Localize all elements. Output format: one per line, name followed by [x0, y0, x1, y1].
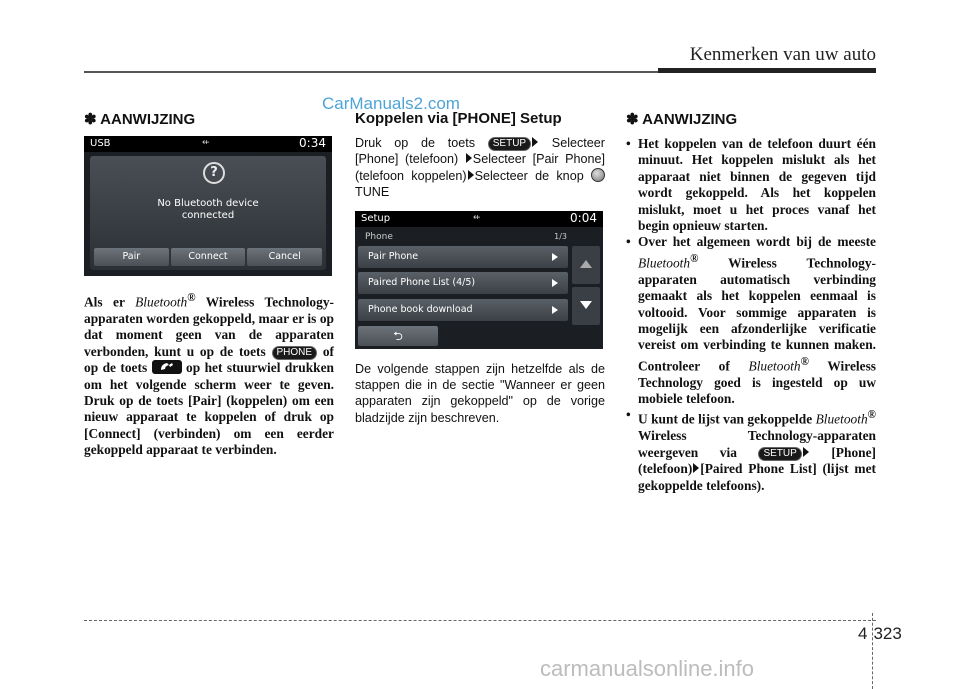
- note-paragraph: [84, 290, 334, 459]
- note-item: • Het koppelen van de telefoon duurt één minuut. Het koppelen mislukt als het apparaat niet binnen de gegeven tijd wordt gekoppeld. Als het koppelen mislukt, moet u het proces vanaf het begin opnieuw starten.: [626, 136, 876, 234]
- text-run: Selecteer [Pair Phone] (telefoon koppelen): [355, 152, 605, 183]
- screen-dialog: [90, 156, 326, 270]
- screen-clock: 0:34: [299, 136, 326, 150]
- screen-clock: 0:04: [570, 210, 597, 225]
- bluetooth-term: Bluetooth: [815, 411, 868, 427]
- header-title: Kenmerken van uw auto: [689, 44, 876, 65]
- screen-back-button: [358, 326, 438, 346]
- text-run: Als er: [84, 294, 136, 310]
- text-run: Wireless Technology-apparaten automatisch verbinding gemaakt als het koppelen eenmaal is voltooid. Voor sommige apparaten is mogelijk een afzonderlijke verificatie vereist om verbinding te kunnen maken. Controleer of: [638, 255, 876, 374]
- footer-rule: [84, 620, 876, 621]
- back-arrow-icon: ⮌: [393, 328, 403, 343]
- followup-paragraph: De volgende stappen zijn hetzelfde als de stappen die in de sectie "Wanneer er geen apparaten zijn gekoppeld" op de vorige bladzijde zijn beschreven.: [355, 361, 605, 425]
- pairing-column: [355, 110, 605, 426]
- screen-status-bar: [355, 211, 603, 227]
- screen-subtitle: Phone: [365, 231, 393, 242]
- menu-item-pair-phone: [358, 246, 568, 268]
- page-number-value: 323: [873, 624, 902, 643]
- usb-icon: ⇷: [202, 138, 210, 148]
- screen-status-bar: [84, 136, 332, 152]
- setup-button-icon: SETUP: [758, 447, 801, 461]
- arrow-up-icon: [580, 260, 592, 268]
- text-run: U kunt de lijst van gekoppelde: [638, 411, 816, 427]
- instruction-paragraph: [355, 135, 605, 201]
- page-number: [858, 624, 902, 644]
- arrow-right-icon: [466, 153, 472, 163]
- menu-item-paired-list: [358, 272, 568, 294]
- section-heading: Koppelen via [PHONE] Setup: [355, 110, 562, 127]
- menu-item-label: Paired Phone List (4/5): [368, 276, 476, 288]
- scroll-down-button: [572, 287, 600, 325]
- steering-phone-key-icon: [152, 360, 182, 374]
- note-heading: ✽ AANWIJZING: [84, 111, 196, 128]
- text-run: Wireless Technology-apparaten worden gekoppeld, maar er is op dat moment geen van de apparaten verbonden, kunt u op de toets: [84, 294, 334, 359]
- screen-title: Setup: [361, 212, 391, 224]
- text-run: Wireless Technology-apparaten weergeven via: [638, 428, 876, 460]
- text-run: Over het algemeen wordt bij de meeste: [638, 234, 876, 250]
- text-run: Selecteer de knop: [474, 168, 591, 183]
- screen-page-indicator: 1/3: [554, 231, 567, 241]
- arrow-down-icon: [580, 301, 592, 309]
- watermark-bottom[interactable]: carmanualsonline.info: [540, 656, 755, 681]
- registered-mark: ®: [800, 355, 809, 368]
- registered-mark: ®: [187, 292, 196, 304]
- text-run: op het stuurwiel drukken om het volgende scherm weer te geven. Druk op de toets [Pair] (koppelen) om een nieuw apparaat te koppelen of druk op [Connect] (verbinden) om een eerder gekoppeld apparaat te verbinden.: [84, 360, 334, 458]
- arrow-right-icon: [468, 170, 474, 180]
- text-run: TUNE: [355, 185, 390, 200]
- watermark-top[interactable]: CarManuals2.com: [322, 94, 460, 113]
- text-run: Selecteer [Phone] (telefoon): [355, 136, 606, 167]
- note-heading: ✽ AANWIJZING: [626, 111, 738, 128]
- text-run: Druk op de toets: [355, 136, 488, 150]
- screen-message-line2: connected: [181, 210, 235, 221]
- bluetooth-term: Bluetooth: [748, 358, 801, 374]
- menu-item-label: Phone book download: [368, 303, 473, 315]
- registered-mark: ®: [690, 252, 699, 265]
- note-list: [626, 136, 876, 494]
- bluetooth-term: Bluetooth: [638, 255, 691, 271]
- screen-no-device: [84, 136, 332, 276]
- usb-icon: ⇷: [473, 212, 481, 223]
- menu-item-phonebook: [358, 299, 568, 321]
- chevron-right-icon: [552, 279, 558, 287]
- screen-message-line1: No Bluetooth device: [157, 198, 259, 209]
- chevron-right-icon: [552, 253, 558, 261]
- text-run: [Phone] (telefoon): [638, 444, 876, 477]
- arrow-right-icon: [803, 447, 809, 457]
- screen-cancel-button: Cancel: [247, 248, 322, 266]
- note-item: [626, 234, 876, 407]
- screen-pair-button: Pair: [94, 248, 169, 266]
- screen-button-row: [94, 248, 322, 266]
- phone-button-icon: PHONE: [272, 346, 318, 360]
- menu-item-label: Pair Phone: [368, 250, 419, 262]
- registered-mark: ®: [867, 409, 876, 422]
- tune-knob-icon: [591, 168, 605, 182]
- screen-connect-button: Connect: [171, 248, 246, 266]
- screen-source-label: USB: [90, 138, 111, 149]
- text-run: of op de toets: [84, 343, 334, 376]
- arrow-right-icon: [532, 137, 538, 147]
- note-item: [626, 407, 876, 494]
- screen-setup-phone: [355, 211, 603, 349]
- screen-message: [90, 198, 326, 222]
- text-run: Wireless Technology goed is ingesteld op uw mobiele telefoon.: [638, 358, 876, 407]
- setup-button-icon: SETUP: [488, 137, 531, 151]
- header-rule-accent: [658, 68, 876, 73]
- chapter-number: 4: [858, 624, 868, 643]
- chevron-right-icon: [552, 306, 558, 314]
- bluetooth-term: Bluetooth: [135, 294, 188, 310]
- note-column-left: [84, 110, 334, 459]
- arrow-right-icon: [693, 463, 699, 473]
- text-run: [Paired Phone List] (lijst met gekoppelde telefoons).: [638, 461, 876, 493]
- question-icon: ?: [203, 162, 225, 184]
- note-column-right: [626, 110, 876, 494]
- scroll-up-button: [572, 246, 600, 284]
